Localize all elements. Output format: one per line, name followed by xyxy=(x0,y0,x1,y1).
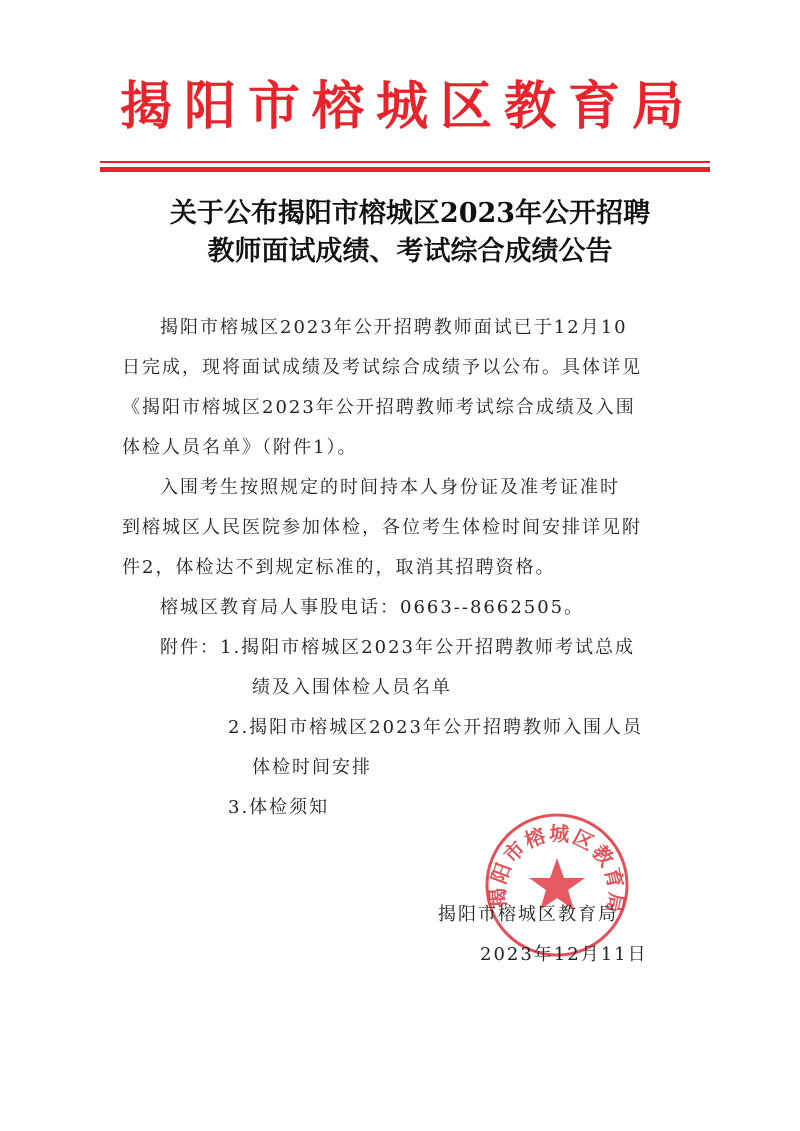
title-line-1: 关于公布揭阳市榕城区2023年公开招聘 xyxy=(169,198,651,229)
attachment-1-line1: 1.揭阳市榕城区2023年公开招聘教师考试总成 xyxy=(220,637,635,658)
contact-phone: 榕城区教育局人事股电话：0663--8662505。 xyxy=(160,597,585,618)
para1-line: 《揭阳市榕城区2023年公开招聘教师考试综合成绩及入围 xyxy=(122,397,636,418)
attachment-item-3[interactable]: 3.体检须知 xyxy=(228,797,330,818)
document-body xyxy=(122,308,710,828)
attachment-item-1[interactable] xyxy=(160,628,710,668)
para2-line: 件2，体检达不到规定标准的，取消其招聘资格。 xyxy=(122,557,556,578)
para1-line: 日完成，现将面试成绩及考试综合成绩予以公布。具体详见 xyxy=(122,357,642,378)
svg-text:揭阳市榕城区教育局: 揭阳市榕城区教育局 xyxy=(485,821,629,917)
document-title xyxy=(130,195,690,271)
letterhead-rule-thin xyxy=(100,161,710,163)
attachment-2-line2: 体检时间安排 xyxy=(252,757,372,778)
paragraph-2 xyxy=(122,468,710,588)
para1-line: 揭阳市榕城区2023年公开招聘教师面试已于12月10 xyxy=(160,317,628,338)
para1-line: 体检人员名单》（附件1）。 xyxy=(122,437,358,458)
title-line-2: 教师面试成绩、考试综合成绩公告 xyxy=(207,236,613,267)
letterhead-title: 揭阳市榕城区教育局 xyxy=(119,76,696,137)
letterhead-rule-thick xyxy=(100,167,710,172)
para2-line: 到榕城区人民医院参加体检，各位考生体检时间安排详见附 xyxy=(122,517,642,538)
signature-date: 2023年12月11日 xyxy=(480,944,648,965)
para2-line: 入围考生按照规定的时间持本人身份证及准考证准时 xyxy=(160,477,620,498)
attachment-1-line2: 绩及入围体检人员名单 xyxy=(252,677,452,698)
signature-org: 揭阳市榕城区教育局 xyxy=(438,904,618,925)
attachment-item-2[interactable]: 2.揭阳市榕城区2023年公开招聘教师入围人员 xyxy=(228,717,643,738)
paragraph-1 xyxy=(122,308,710,468)
attachments-list xyxy=(160,628,710,828)
signature-block xyxy=(438,895,648,975)
attachments-label: 附件： xyxy=(160,637,220,658)
